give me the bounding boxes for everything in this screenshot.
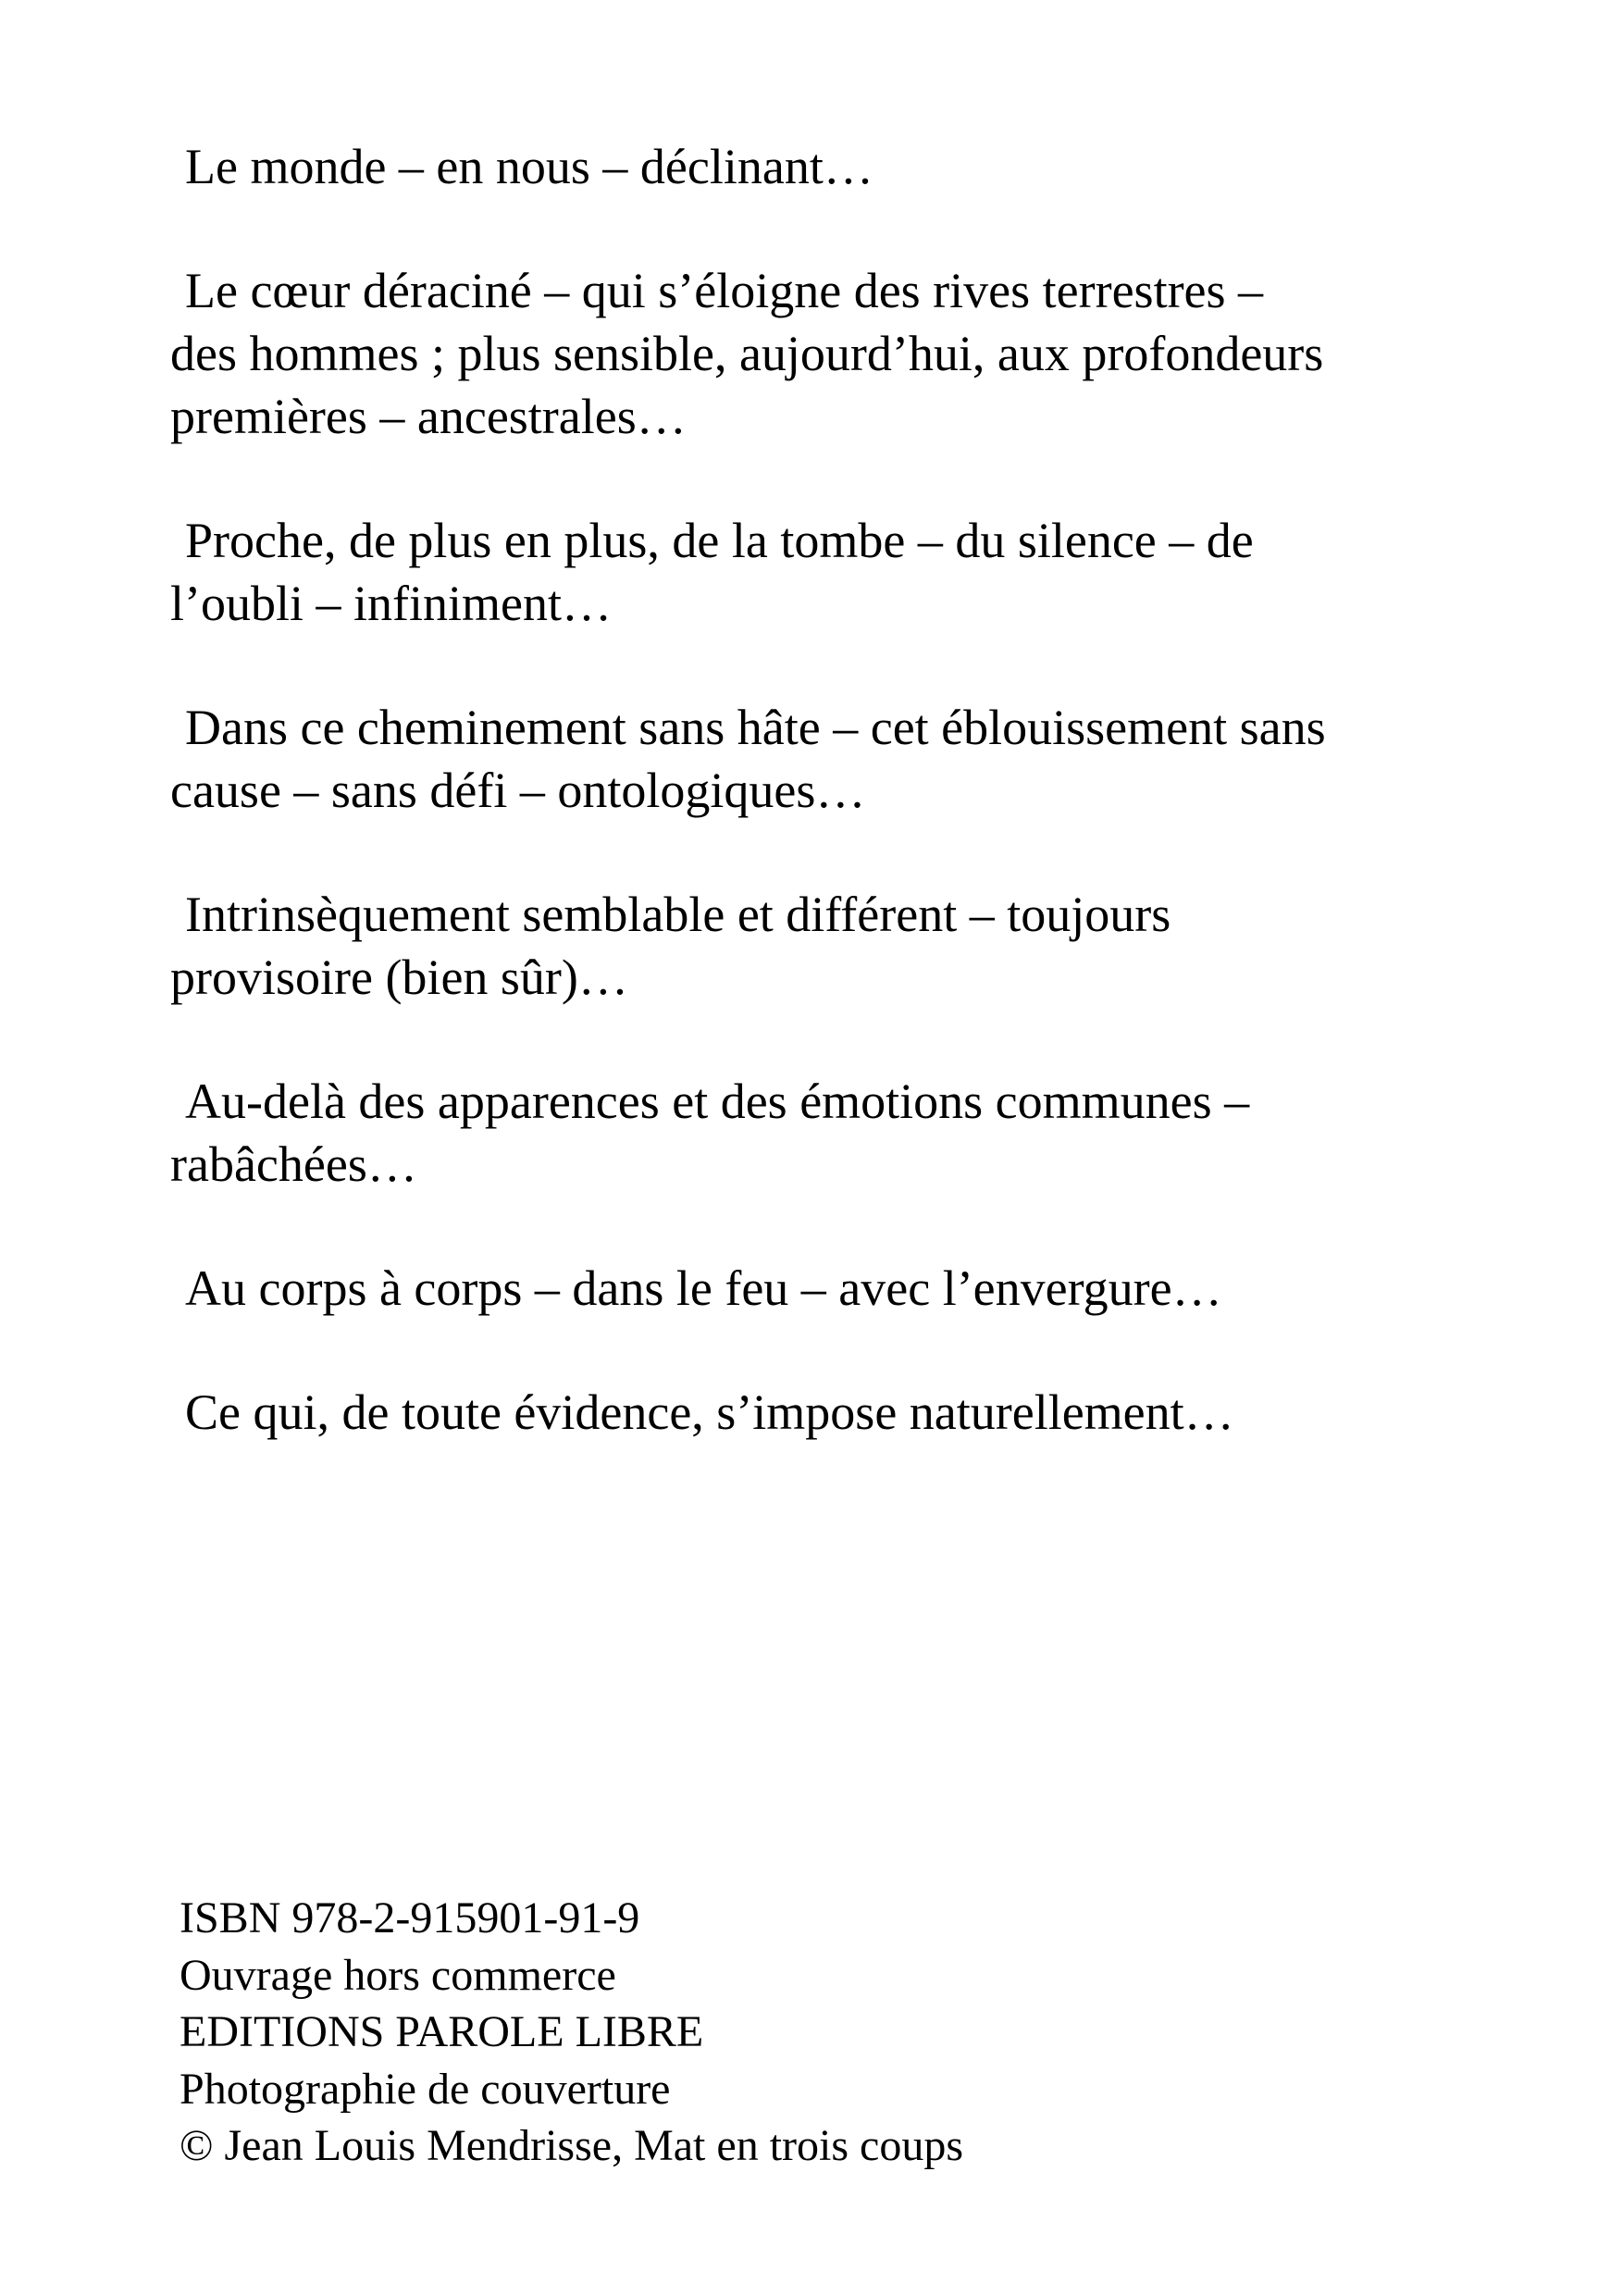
stanza xyxy=(170,509,1484,635)
stanza-line: Intrinsèquement semblable et différent – toujours xyxy=(185,887,1171,942)
distribution-note: Ouvrage hors commerce xyxy=(180,1950,616,2000)
stanza-line: Le cœur déraciné – qui s’éloigne des rives terrestres – xyxy=(185,263,1264,318)
stanza xyxy=(170,883,1484,1009)
stanza xyxy=(170,1381,1484,1444)
stanza xyxy=(170,1257,1484,1320)
stanza-line: Dans ce cheminement sans hâte – cet éblouissement sans xyxy=(185,700,1326,755)
stanza-line: Au-delà des apparences et des émotions communes – xyxy=(185,1074,1250,1129)
stanza-line: Au corps à corps – dans le feu – avec l’envergure… xyxy=(185,1260,1222,1316)
stanza xyxy=(170,135,1484,198)
stanza xyxy=(170,1070,1484,1196)
stanza-line: l’oubli – infiniment… xyxy=(170,576,612,631)
colophon xyxy=(180,1890,963,2175)
stanza-line: provisoire (bien sûr)… xyxy=(170,949,628,1005)
stanza-line: Le monde – en nous – déclinant… xyxy=(185,139,873,194)
stanza-line: Proche, de plus en plus, de la tombe – du silence – de xyxy=(185,513,1254,568)
stanza xyxy=(170,696,1484,822)
publisher-name: EDITIONS PAROLE LIBRE xyxy=(180,2007,704,2056)
cover-credit: © Jean Louis Mendrisse, Mat en trois coups xyxy=(180,2121,964,2170)
stanza-line: Ce qui, de toute évidence, s’impose naturellement… xyxy=(185,1384,1234,1440)
stanza xyxy=(170,259,1484,448)
stanza-line: des hommes ; plus sensible, aujourd’hui, aux profondeurs xyxy=(170,326,1324,381)
stanza-line: premières – ancestrales… xyxy=(170,389,687,444)
cover-credit-label: Photographie de couverture xyxy=(180,2064,671,2114)
stanza-line: cause – sans défi – ontologiques… xyxy=(170,763,866,818)
poem-text xyxy=(170,135,1484,1505)
isbn: ISBN 978-2-915901-91-9 xyxy=(180,1893,640,1942)
stanza-line: rabâchées… xyxy=(170,1136,417,1192)
